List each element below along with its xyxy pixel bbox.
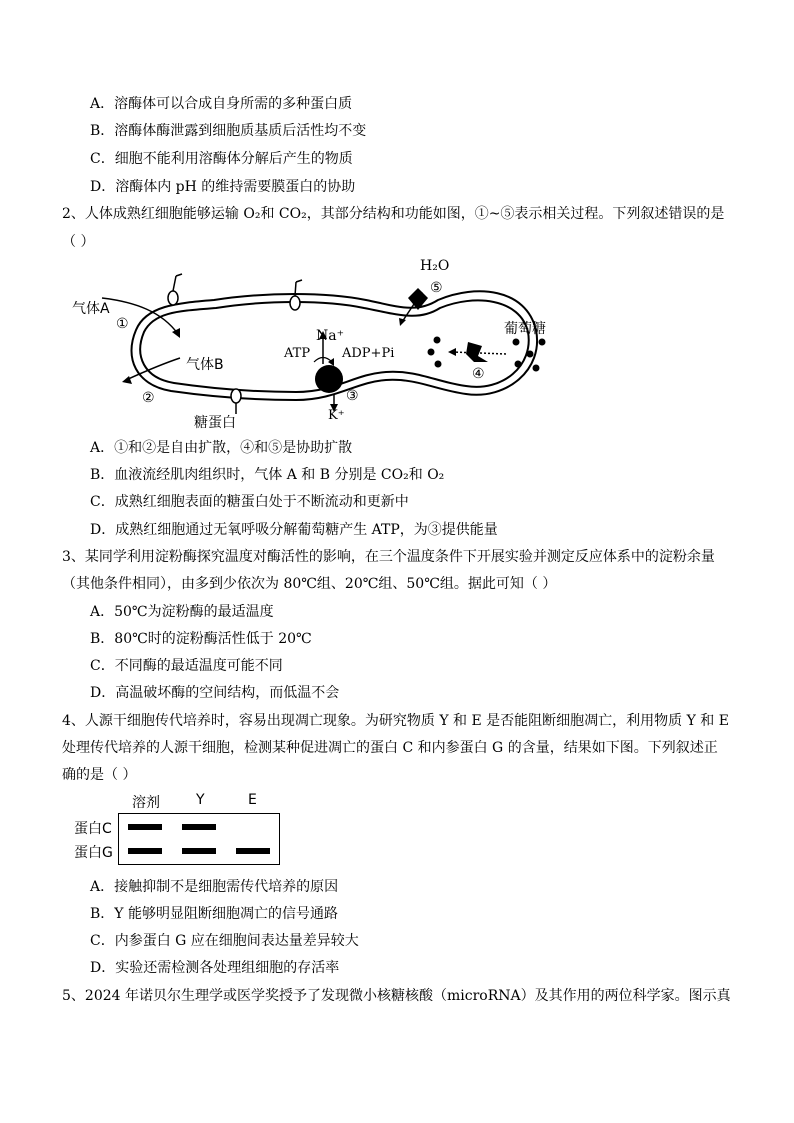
adp-pi-label: ADP+Pi <box>342 346 395 361</box>
process-3-marker: ③ <box>346 388 359 404</box>
q4-option-b: B．Y 能够明显阻断细胞凋亡的信号通路 <box>90 906 338 922</box>
q4-option-d: D．实验还需检测各处理组细胞的存活率 <box>90 960 340 976</box>
q4-option-c: C．内参蛋白 G 应在细胞间表达量差异较大 <box>90 933 359 949</box>
q1-option-b: B．溶酶体酶泄露到细胞质基质后活性均不变 <box>90 123 367 139</box>
band-g-y <box>182 848 216 854</box>
q1-option-a: A．溶酶体可以合成自身所需的多种蛋白质 <box>90 96 353 112</box>
process-2-marker: ② <box>142 390 155 406</box>
q2-option-b: B．血液流经肌肉组织时，气体 A 和 B 分别是 CO₂和 O₂ <box>90 467 445 483</box>
q3-option-d: D．高温破坏酶的空间结构，而低温不会 <box>90 685 340 701</box>
q3-option-b: B．80℃时的淀粉酶活性低于 20℃ <box>90 631 312 647</box>
atp-label: ATP <box>284 346 311 361</box>
q2-option-d: D．成熟红细胞通过无氧呼吸分解葡萄糖产生 ATP，为③提供能量 <box>90 522 498 538</box>
q2-cell-figure <box>66 258 586 431</box>
q4-option-a: A．接触抑制不是细胞需传代培养的原因 <box>90 879 339 895</box>
gas-a-arrow <box>102 298 178 334</box>
q4-stem-line1: 4、人源干细胞传代培养时，容易出现凋亡现象。为研究物质 Y 和 E 是否能阻断细胞凋亡，利用物质 Y 和 E <box>62 713 729 729</box>
glucose-label: 葡萄糖 <box>504 321 546 337</box>
band-c-solvent <box>128 824 162 830</box>
blot-row-protein-c: 蛋白C <box>74 821 112 837</box>
glycoprotein-label: 糖蛋白 <box>194 415 236 431</box>
q4-blot-figure <box>70 790 290 870</box>
q2-option-c: C．成熟红细胞表面的糖蛋白处于不断流动和更新中 <box>90 494 409 510</box>
gas-b-arrow <box>126 358 180 380</box>
glycoprotein-top-left <box>168 274 182 305</box>
q3-stem-line2: （其他条件相同），由多到少依次为 80℃组、20℃组、50℃组。据此可知（ ） <box>62 576 557 592</box>
q5-stem-line1: 5、2024 年诺贝尔生理学或医学奖授予了发现微小核糖核酸（microRNA）及其作用的两位科学家。图示真 <box>62 988 731 1004</box>
process-4-marker: ④ <box>472 366 485 382</box>
q1-option-d: D．溶酶体内 pH 的维持需要膜蛋白的协助 <box>90 179 356 195</box>
potassium-label: K⁺ <box>328 408 345 423</box>
glycoprotein-bottom <box>231 389 241 414</box>
q3-option-c: C．不同酶的最适温度可能不同 <box>90 658 283 674</box>
band-c-y <box>182 824 216 830</box>
sodium-potassium-pump <box>315 365 343 393</box>
q2-option-a: A．①和②是自由扩散，④和⑤是协助扩散 <box>90 440 353 456</box>
blot-col-solvent: 溶剂 <box>132 795 160 811</box>
blot-col-y: Y <box>196 792 205 808</box>
gas-a-label: 气体A <box>72 301 110 317</box>
blot-col-e: E <box>248 792 257 808</box>
gas-b-label: 气体B <box>186 357 224 373</box>
process-1-marker: ① <box>116 316 129 332</box>
process-5-marker: ⑤ <box>430 280 443 296</box>
q3-stem-line1: 3、某同学利用淀粉酶探究温度对酶活性的影响，在三个温度条件下开展实验并测定反应体系中的淀粉余量 <box>62 549 715 565</box>
q1-option-c: C．细胞不能利用溶酶体分解后产生的物质 <box>90 151 353 167</box>
blot-frame <box>118 813 280 865</box>
water-label: H₂O <box>420 258 450 274</box>
blot-row-protein-g: 蛋白G <box>74 845 113 861</box>
q2-stem-line1: 2、人体成熟红细胞能够运输 O₂和 CO₂，其部分结构和功能如图，①~⑤表示相关过程。下列叙述错误的是 <box>62 206 725 222</box>
q4-stem-line2: 处理传代培养的人源干细胞，检测某种促进凋亡的蛋白 C 和内参蛋白 G 的含量，结果如下图。下列叙述正 <box>62 740 718 756</box>
band-g-e <box>236 848 270 854</box>
band-g-solvent <box>128 848 162 854</box>
sodium-label: Na⁺ <box>316 328 344 344</box>
q4-stem-line3: 确的是（ ） <box>62 767 137 783</box>
q2-stem-line2: （ ） <box>62 234 95 250</box>
q3-option-a: A．50℃为淀粉酶的最适温度 <box>90 604 274 620</box>
